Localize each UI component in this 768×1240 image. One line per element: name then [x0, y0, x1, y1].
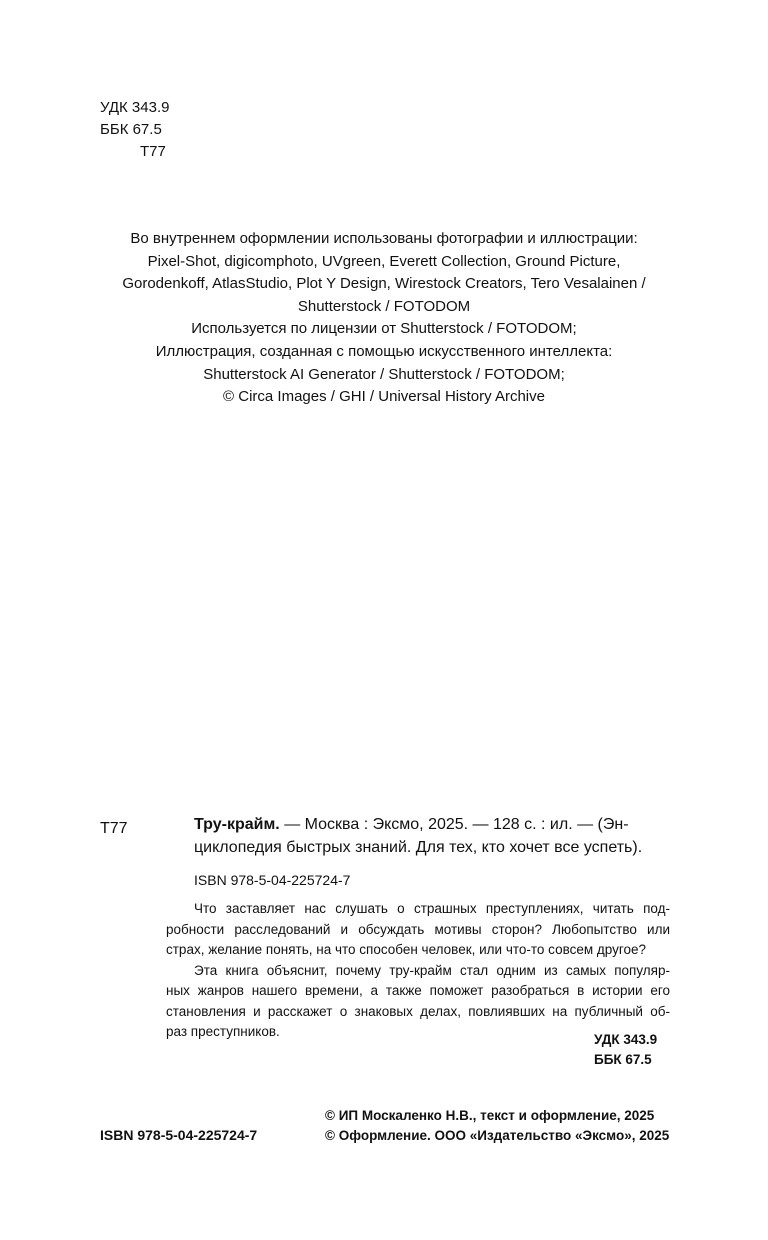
annotation-line: робности расследований и обсуждать мотивы сторон? Любопытство или: [166, 921, 670, 937]
credits-line: Во внутреннем оформлении использованы фотографии и иллюстрации:: [130, 230, 638, 247]
bbk-code: ББК 67.5: [100, 121, 162, 138]
annotation-line: страх, желание понять, на что способен человек, или что-то совсем другое?: [166, 942, 647, 957]
ai-illustration-credits: [104, 341, 664, 409]
credits-line: Shutterstock AI Generator / Shutterstock / FOTODOM;: [203, 365, 565, 383]
card-isbn: ISBN 978-5-04-225724-7: [194, 872, 351, 888]
copyright-block: [325, 1106, 669, 1146]
annotation-line: становления и расскажет о знаковых делах, повлиявших на публичный об-: [166, 1003, 670, 1019]
card-udk-code: УДК 343.9: [594, 1032, 658, 1047]
copyright-text: © ИП Москаленко Н.В., текст и оформление, 2025: [325, 1108, 655, 1123]
annotation-line: Эта книга объяснит, почему тру-крайм стал одним из самых популяр-: [194, 962, 670, 978]
image-credits: [104, 228, 664, 341]
annotation-line: Что заставляет нас слушать о страшных преступлениях, читать под-: [194, 901, 670, 916]
biblio-line-2: циклопедия быстрых знаний. Для тех, кто хочет все успеть).: [194, 839, 643, 856]
footer-isbn: ISBN 978-5-04-225724-7: [100, 1127, 258, 1143]
credits-line: © Circa Images / GHI / Universal History Archive: [223, 388, 545, 405]
author-mark: Т77: [140, 143, 166, 160]
annotation-line: ных жанров нашего времени, а также поможет разобраться в истории его: [166, 983, 670, 998]
annotation: [166, 899, 670, 1043]
bibliographic-description: [194, 813, 670, 859]
card-author-mark: Т77: [100, 820, 128, 837]
annotation-line: раз преступников.: [166, 1024, 280, 1039]
udk-code: УДК 343.9: [100, 99, 170, 116]
credits-line: Gorodenkoff, AtlasStudio, Plot Y Design, Wirestock Creators, Tero Vesalainen /: [122, 275, 646, 292]
credits-line: Shutterstock / FOTODOM: [297, 297, 471, 315]
book-title: Тру-крайм.: [194, 816, 280, 833]
classification-codes: [100, 97, 169, 163]
biblio-line-1: [194, 813, 670, 836]
copyright-design: © Оформление. ООО «Издательство «Эксмо», 2025: [325, 1128, 670, 1143]
credits-line: Иллюстрация, созданная с помощью искусственного интеллекта:: [155, 343, 613, 360]
card-bbk-code: ББК 67.5: [594, 1051, 652, 1067]
publication-info: — Москва : Эксмо, 2025. — 128 с. : ил. — (Эн-: [279, 816, 629, 833]
credits-line: Используется по лицензии от Shutterstock / FOTODOM;: [191, 320, 577, 337]
credits-line: Pixel-Shot, digicomphoto, UVgreen, Everett Collection, Ground Picture,: [147, 252, 621, 270]
card-classification-codes: [594, 1030, 657, 1069]
